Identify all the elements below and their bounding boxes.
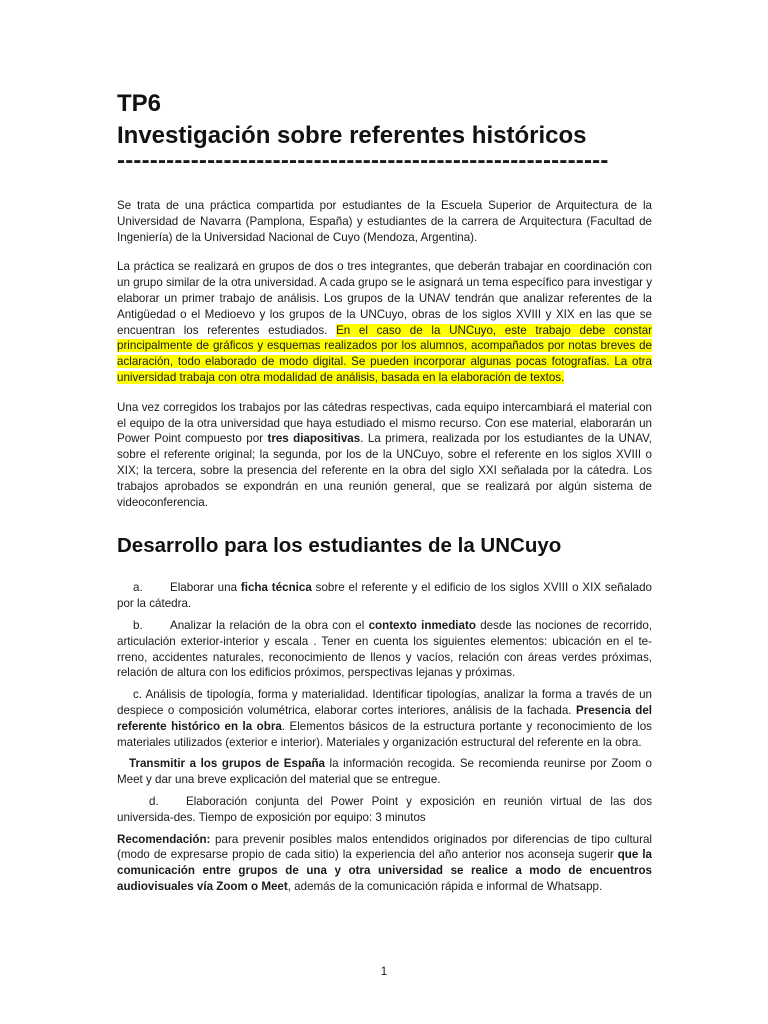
item-a-text-post: sobre el referente y el edificio de los siglos XVIII o XIX señalado por la cátedra. [117, 581, 652, 611]
recommendation-label: Recomendación: [117, 832, 211, 846]
transmit-bold: Transmitir a los grupos de España [129, 757, 326, 771]
list-marker-d: d. [149, 794, 159, 808]
exchange-paragraph [117, 400, 652, 511]
method-paragraph [117, 259, 652, 385]
section-heading: Desarrollo para los estudiantes de la UNCuyo [117, 534, 562, 558]
intro-paragraph: Se trata de una práctica compartida por estudiantes de la Escuela Superior de Arquitectura de la Universidad de Navarra (Pamplona, España) y estudiantes de la carrera de Arquitectura (Facultad de Ingeniería) de la Universidad Nacional de Cuyo (Mendoza, Argentina). [117, 199, 652, 244]
item-b-text: Analizar la relación de la obra con el [170, 618, 369, 632]
list-item-d [117, 794, 652, 826]
item-c-text-post: . Elementos básicos de la estructura portante y reconocimiento de los materiales utilizados (exterior e interior). Materiales y organización estructural del referente en la obra. [117, 719, 652, 749]
item-a-text: Elaborar una [170, 581, 241, 595]
exchange-text-b: . La primera, realizada por los estudiantes de la UNAV, sobre el referente original; la segunda, por los de la UNCuyo, sobre el referente en los siglos XVIII o XIX; la tercera, sobre la presencia del referente en la obra del siglo XXI señalada por la cátedra. Los trabajos aprobados se expondrán en una reunión general, que se realizará por algún sistema de videoconferencia. [117, 432, 653, 509]
item-c-text: c. Análisis de tipología, forma y materialidad. Identificar tipologías, analizar la forma a través de un despiece o composición volumétrica, elaborar cortes interiores, análisis de la fachada. [117, 688, 652, 717]
highlighted-text: En el caso de la UNCuyo, este trabajo debe constar principalmente de gráficos y esquemas realizados por los alumnos, acompañados por notas breves de aclaración, todo elaborado de modo digital. Se pueden incorporar algunas pocas fotografías. La otra universidad trabaja con otra modalidad de análisis, basada en la elaboración de textos. [117, 323, 653, 384]
item-b-bold: contexto inmediato [368, 618, 476, 632]
exchange-bold: tres diapositivas [267, 432, 361, 446]
list-marker-b: b. [133, 618, 143, 632]
list-item-a [117, 580, 652, 612]
transmit-paragraph [117, 756, 652, 788]
document-title: Investigación sobre referentes históricos [117, 122, 587, 149]
recommendation-text-post: , además de la comunicación rápida e informal de Whatsapp. [287, 879, 603, 893]
item-c-bold: Presencia del referente histórico en la obra [117, 703, 652, 733]
item-d-text: Elaboración conjunta del Power Point y exposición en reunión virtual de las dos universida-des. Tiempo de exposición por equipo: 3 minutos [117, 794, 652, 824]
item-a-bold: ficha técnica [240, 581, 312, 595]
list-item-c [117, 687, 652, 750]
transmit-text: la información recogida. Se recomienda reunirse por Zoom o Meet y dar una breve explicación del material que se entregue. [117, 757, 652, 787]
title-line-1: TP6 [117, 90, 162, 117]
title-divider: ------------------------------------------------------------ [117, 152, 609, 174]
exchange-text-a: Una vez corregidos los trabajos por las cátedras respectivas, cada equipo intercambiará el material con el equipo de la otra universidad que haya estudiado el mismo recurso. Con ese material, elaborarán un Power Point compuesto por [117, 400, 652, 446]
recommendation-bold: que la comunicación entre grupos de una y otra universidad se realice a modo de encuentros audiovisuales vía Zoom o Meet [117, 848, 652, 893]
recommendation-paragraph [117, 832, 652, 895]
recommendation-text: para prevenir posibles malos entendidos originados por diferencias de tipo cultural (modo de expresarse propio de cada sitio) la experiencia del año anterior nos aconseja sugerir [117, 832, 652, 862]
method-text: La práctica se realizará en grupos de dos o tres integrantes, que deberán trabajar en coordinación con un grupo similar de la otra universidad. A cada grupo se le asignará un tema específico para investigar y elaborar un primer trabajo de análisis. Los grupos de la UNAV tendrán que analizar referentes de la Antigüedad o el Medioevo y los grupos de la UNCuyo, obras de los siglos XVIII y XIX en las que se encuentran los referentes estudiados. [117, 260, 652, 337]
document-page [117, 88, 652, 895]
list-item-b [117, 618, 652, 681]
page-number: 1 [380, 966, 388, 978]
item-b-text-post: desde las nociones de recorrido, articulación exterior-interior y escala . Tener en cuenta los siguientes elementos: ubicación en el te-rreno, accidentes naturales, reconocimiento de llenos y vacíos, relación con áreas verdes próximas, relación de altura con los edificios próximos, perspectivas lejanas y próximas. [117, 618, 652, 680]
list-marker-a: a. [133, 581, 143, 595]
